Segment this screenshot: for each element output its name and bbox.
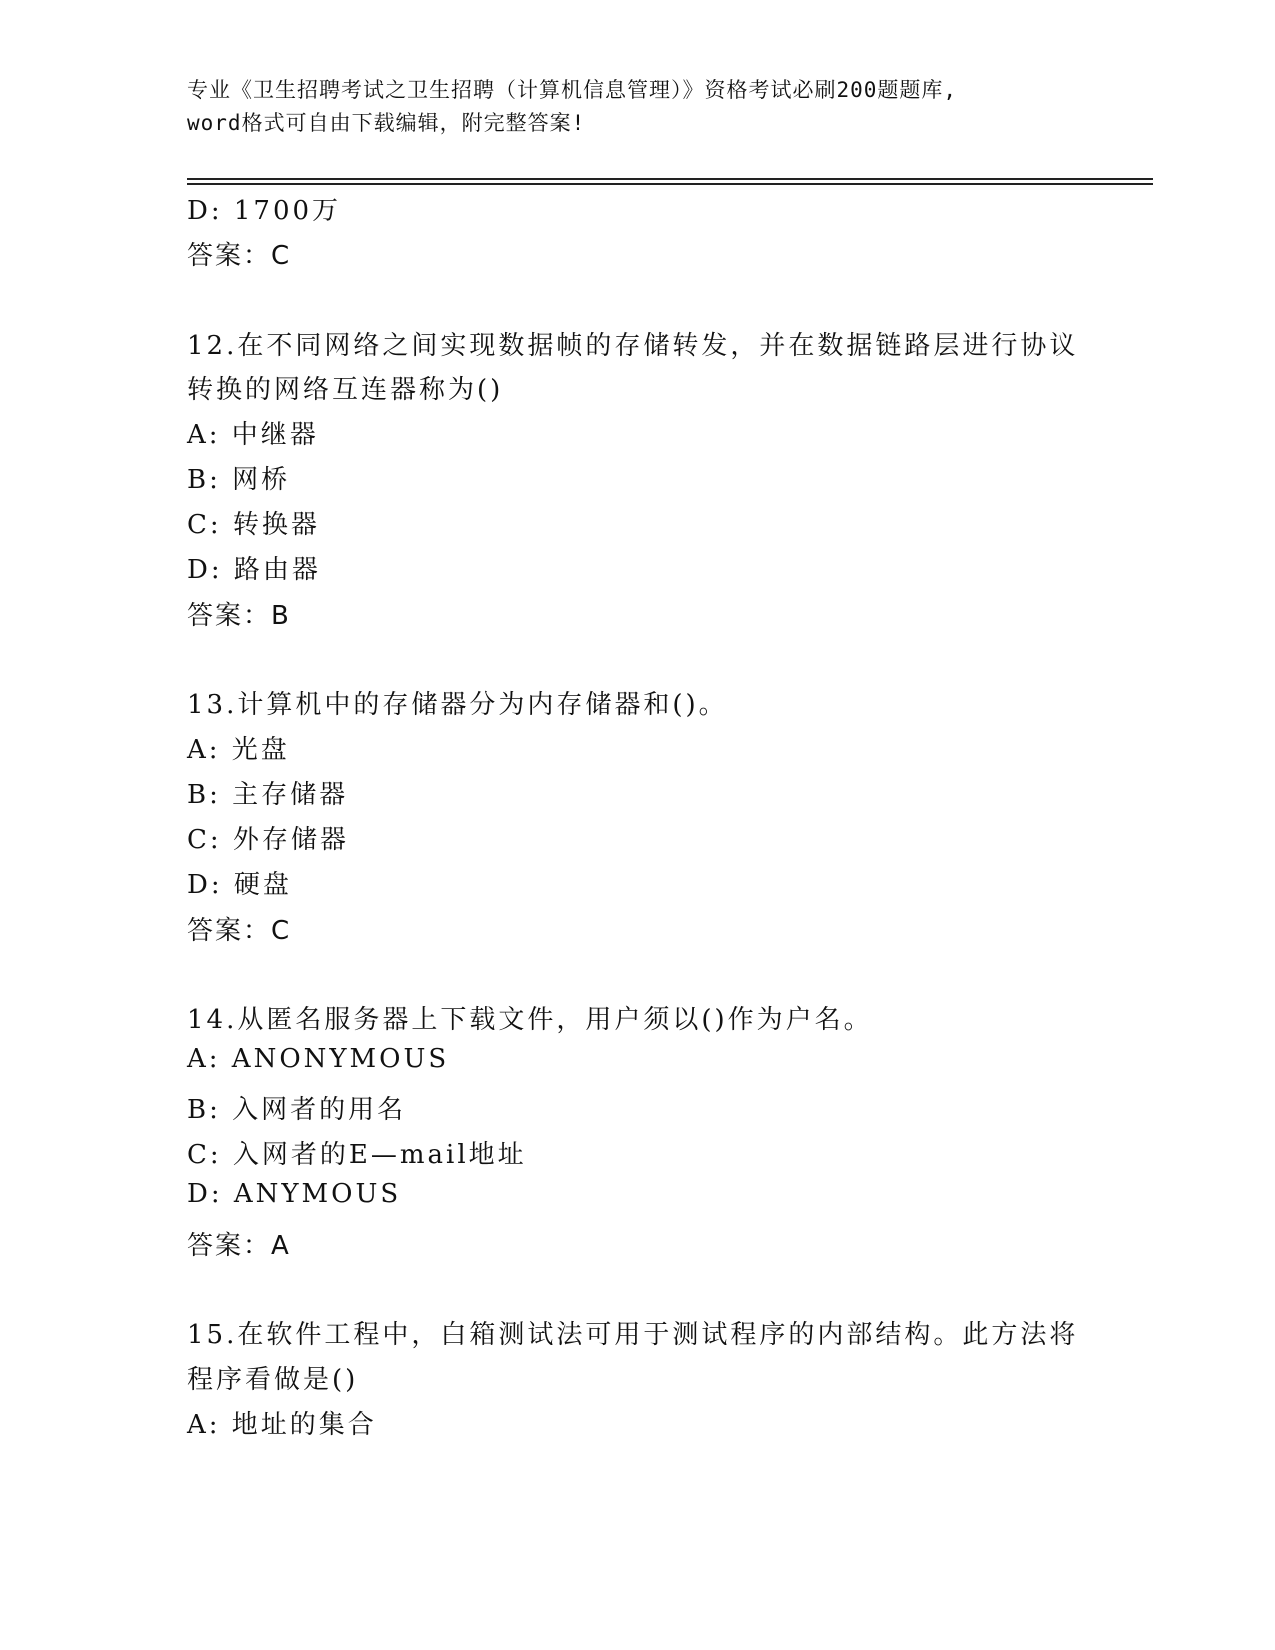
document-header [187,74,1087,140]
question-12-option-d: D: 路由器 [187,555,321,585]
question-15-stem-line-2: 程序看做是() [187,1365,359,1395]
question-12-option-c: C: 转换器 [187,510,320,540]
question-12-stem-line-2: 转换的网络互连器称为() [187,375,504,405]
question-12-answer: 答案：B [187,601,291,631]
question-14-option-a: A: ANONYMOUS [187,1044,450,1074]
question-14-answer: 答案：A [187,1231,291,1261]
prev-option-d: D: 1700万 [187,196,342,226]
question-12-option-b: B: 网桥 [187,465,291,495]
question-14-stem-line-1: 14.从匿名服务器上下载文件，用户须以()作为户名。 [187,1005,873,1035]
question-13-option-c: C: 外存储器 [187,825,349,855]
header-divider-top [187,178,1153,180]
question-13-answer: 答案：C [187,916,292,946]
question-12-option-a: A: 中继器 [187,420,319,450]
header-title-line-2: word格式可自由下载编辑，附完整答案! [187,111,586,135]
prev-answer: 答案：C [187,241,292,271]
question-13-option-a: A: 光盘 [187,735,290,765]
question-15-option-a: A: 地址的集合 [187,1410,377,1440]
question-13-option-b: B: 主存储器 [187,780,349,810]
header-title-line-1: 专业《卫生招聘考试之卫生招聘（计算机信息管理）》资格考试必刷200题题库, [187,78,958,102]
question-12-stem-line-1: 12.在不同网络之间实现数据帧的存储转发，并在数据链路层进行协议 [187,331,1079,361]
question-13-stem-line-1: 13.计算机中的存储器分为内存储器和()。 [187,690,728,720]
question-14-option-c: C: 入网者的E—mail地址 [187,1140,527,1170]
header-divider-bottom [187,183,1153,185]
question-15-stem-line-1: 15.在软件工程中，白箱测试法可用于测试程序的内部结构。此方法将 [187,1320,1079,1350]
question-14-option-d: D: ANYMOUS [187,1179,402,1209]
question-14-option-b: B: 入网者的用名 [187,1095,407,1125]
question-13-option-d: D: 硬盘 [187,870,292,900]
